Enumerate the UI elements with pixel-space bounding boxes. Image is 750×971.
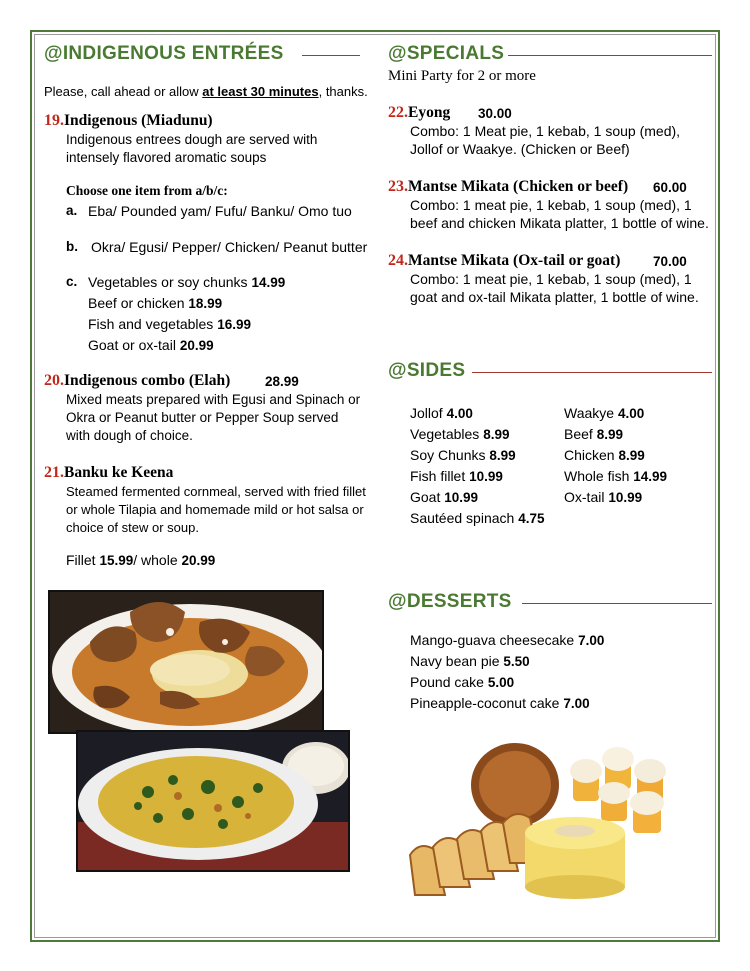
option-b-text: Okra/ Egusi/ Pepper/ Chicken/ Peanut butter [91,239,368,255]
option-c-row: Vegetables or soy chunks 14.99 [88,274,286,290]
choose-instruction: Choose one item from a/b/c: [66,183,228,198]
option-b-label: b. [66,239,78,254]
item-20-price: 28.99 [265,374,299,389]
option-c-row: Beef or chicken 18.99 [88,295,223,311]
desserts-illustration [405,735,685,905]
option-a-text: Eba/ Pounded yam/ Fufu/ Banku/ Omo tuo [88,203,352,219]
item-22-price: 30.00 [478,106,512,121]
dessert-item: Navy bean pie 5.50 [410,653,530,669]
specials-subtitle: Mini Party for 2 or more [388,68,536,84]
sides-heading: @SIDES [388,360,466,381]
side-item: Vegetables 8.99 [410,426,510,442]
call-ahead-note: Please, call ahead or allow at least 30 minutes, thanks. [44,84,368,99]
item-23-description: Combo: 1 meat pie, 1 kebab, 1 soup (med), 1 beef and chicken Mikata platter, 1 bottle of wine. [410,197,709,231]
option-c-row: Fish and vegetables 16.99 [88,316,251,332]
indigenous-heading-rule [302,55,360,56]
side-item: Beef 8.99 [564,426,623,442]
egusi-photo [76,730,350,872]
item-22-description: Combo: 1 Meat pie, 1 kebab, 1 soup (med), Jollof or Waakye. (Chicken or Beef) [410,123,681,157]
option-a-label: a. [66,203,78,218]
desserts-photo [405,735,685,905]
goat-stew-illustration [50,592,322,732]
indigenous-heading: @INDIGENOUS ENTRÉES [44,43,284,64]
item-21-prices: Fillet 15.99/ whole 20.99 [66,552,216,568]
side-item: Waakye 4.00 [564,405,645,421]
item-23-price: 60.00 [653,180,687,195]
side-item: Goat 10.99 [410,489,479,505]
dessert-item: Mango-guava cheesecake 7.00 [410,632,605,648]
dessert-item: Pineapple-coconut cake 7.00 [410,695,590,711]
side-item: Whole fish 14.99 [564,468,668,484]
item-24-description: Combo: 1 meat pie, 1 kebab, 1 soup (med), 1 goat and ox-tail Mikata platter, 1 bottle of wine. [410,271,699,305]
item-24-heading: 24.Mantse Mikata (Ox-tail or goat) [388,252,621,269]
item-21-description: Steamed fermented cornmeal, served with fried fillet or whole Tilapia and homemade mild or hot salsa or choice of stew or soup. [66,484,366,535]
item-20-description: Mixed meats prepared with Egusi and Spinach or Okra or Peanut butter or Pepper Soup served with dough of choice. [66,392,361,443]
option-c-label: c. [66,274,78,289]
specials-heading: @SPECIALS [388,43,505,64]
side-item: Chicken 8.99 [564,447,645,463]
item-23-heading: 23.Mantse Mikata (Chicken or beef) [388,178,629,195]
item-22-heading: 22.Eyong [388,104,451,121]
option-c-row: Goat or ox-tail 20.99 [88,337,214,353]
sides-heading-rule [472,372,712,373]
item-24-price: 70.00 [653,254,687,269]
dessert-item: Pound cake 5.00 [410,674,515,690]
side-item: Ox-tail 10.99 [564,489,643,505]
side-item: Sautéed spinach 4.75 [410,510,545,526]
side-item: Jollof 4.00 [410,405,473,421]
item-20-heading: 20.Indigenous combo (Elah) [44,372,231,389]
desserts-heading-rule [522,603,712,604]
side-item: Soy Chunks 8.99 [410,447,516,463]
item-19-heading: 19.Indigenous (Miadunu) [44,112,213,129]
specials-heading-rule [508,55,712,56]
item-21-heading: 21.Banku ke Keena [44,464,174,481]
egusi-illustration [78,732,348,870]
item-19-description: Indigenous entrees dough are served with intensely flavored aromatic soups [66,132,318,165]
side-item: Fish fillet 10.99 [410,468,503,484]
desserts-heading: @DESSERTS [388,591,512,612]
goat-stew-photo [48,590,324,734]
